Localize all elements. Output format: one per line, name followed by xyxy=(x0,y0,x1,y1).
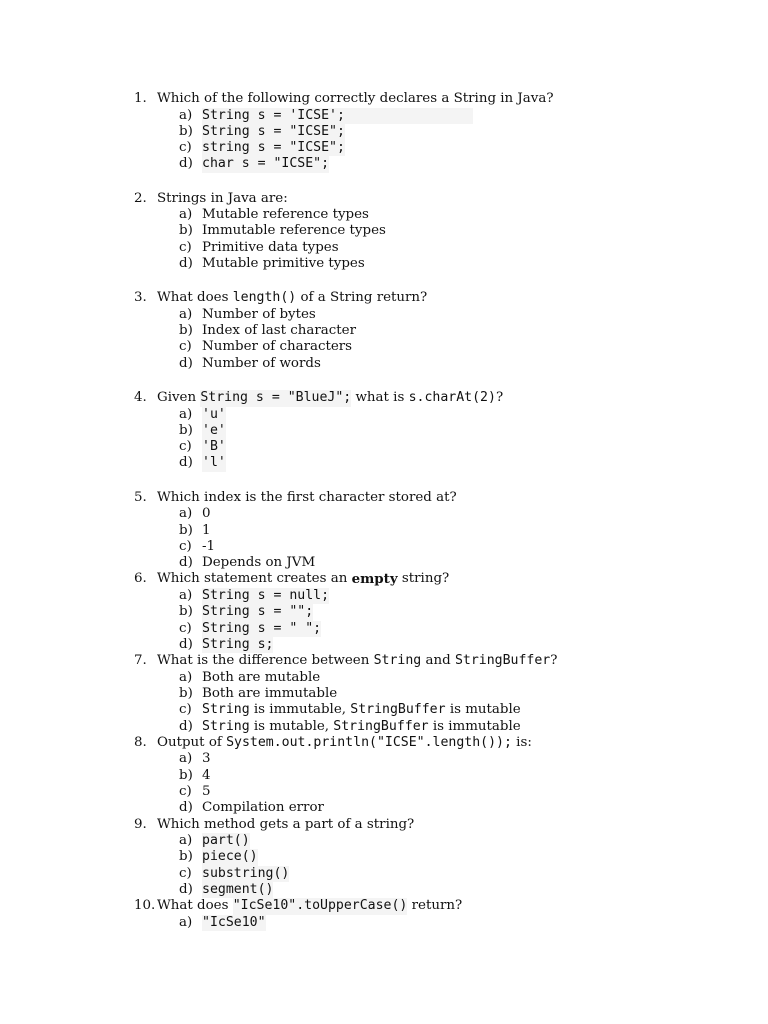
option-list xyxy=(179,670,734,735)
question-list xyxy=(134,91,734,931)
question-text: Strings in Java are: xyxy=(157,190,288,206)
option-list xyxy=(179,108,734,173)
option-a xyxy=(179,407,734,423)
option-text: 0 xyxy=(202,506,211,522)
question-text: What is the difference between xyxy=(157,653,374,669)
question-code: String xyxy=(373,653,422,669)
question-2 xyxy=(134,191,734,273)
question-text: What does xyxy=(157,898,233,914)
question-text: and xyxy=(421,653,455,669)
option-letter: c) xyxy=(179,620,192,636)
option-list xyxy=(179,751,734,816)
option-letter: d) xyxy=(179,555,193,571)
question-10-prompt xyxy=(134,898,734,915)
option-b xyxy=(179,523,734,539)
option-letter: a) xyxy=(179,833,193,848)
option-letter: a) xyxy=(179,207,193,223)
option-letter: b) xyxy=(179,323,193,339)
question-text: Which method gets a part of a string? xyxy=(157,816,415,832)
option-b xyxy=(179,423,734,439)
option-code: String s = null; xyxy=(202,587,330,603)
option-letter: a) xyxy=(179,107,193,123)
question-4-prompt xyxy=(134,390,734,407)
option-letter: d) xyxy=(179,256,193,272)
option-text: Number of characters xyxy=(202,339,353,355)
option-letter: a) xyxy=(179,506,193,522)
option-code: StringBuffer xyxy=(350,702,446,718)
option-letter: d) xyxy=(179,355,193,371)
option-code: 'l' xyxy=(202,455,226,471)
option-letter: b) xyxy=(179,123,193,139)
option-c xyxy=(179,439,734,455)
option-letter: b) xyxy=(179,422,193,438)
option-text: is immutable, xyxy=(249,702,351,718)
question-text: Which index is the first character stored at? xyxy=(157,489,457,505)
option-d xyxy=(179,800,734,816)
question-2-prompt xyxy=(134,191,734,208)
question-3 xyxy=(134,290,734,372)
question-number: 6. xyxy=(134,571,147,587)
option-letter: c) xyxy=(179,783,192,799)
question-text: return? xyxy=(407,898,463,914)
option-text: 5 xyxy=(202,783,211,799)
question-1-prompt xyxy=(134,91,734,108)
question-number: 2. xyxy=(134,190,147,206)
option-c xyxy=(179,621,734,637)
option-code: 'u' xyxy=(202,406,226,422)
option-letter: c) xyxy=(179,339,192,355)
option-text: is mutable, xyxy=(249,718,334,734)
option-text: 1 xyxy=(202,522,211,538)
option-letter: c) xyxy=(179,439,192,455)
option-a xyxy=(179,307,734,323)
option-text: Number of bytes xyxy=(202,306,316,322)
option-letter: d) xyxy=(179,800,193,816)
question-code: String s = "BlueJ"; xyxy=(200,390,352,406)
option-letter: d) xyxy=(179,636,193,652)
option-text: Immutable reference types xyxy=(202,223,386,239)
question-number: 5. xyxy=(134,489,147,505)
option-letter: d) xyxy=(179,881,193,897)
question-text: What does xyxy=(157,290,233,306)
option-c xyxy=(179,339,734,355)
option-c xyxy=(179,539,734,555)
option-list xyxy=(179,506,734,571)
option-letter: b) xyxy=(179,849,193,865)
option-text: is immutable xyxy=(428,718,521,734)
option-letter: c) xyxy=(179,538,192,554)
option-list xyxy=(179,307,734,372)
question-5-prompt xyxy=(134,490,734,507)
question-7 xyxy=(134,653,734,735)
option-letter: d) xyxy=(179,156,193,172)
question-text: ? xyxy=(550,653,558,669)
option-b xyxy=(179,323,734,339)
option-c xyxy=(179,140,734,156)
question-number: 10. xyxy=(134,898,156,914)
option-letter: c) xyxy=(179,702,192,718)
option-d xyxy=(179,637,734,653)
option-letter: c) xyxy=(179,865,192,881)
question-6-prompt xyxy=(134,571,734,588)
option-letter: a) xyxy=(179,406,193,422)
option-code: StringBuffer xyxy=(333,718,429,734)
option-text: Compilation error xyxy=(202,800,324,816)
option-c xyxy=(179,784,734,800)
option-letter: a) xyxy=(179,587,193,603)
question-number: 3. xyxy=(134,290,147,306)
option-text: 4 xyxy=(202,767,211,783)
option-d xyxy=(179,455,734,471)
question-text: Which statement creates an xyxy=(157,571,352,587)
question-text: what is xyxy=(351,390,409,406)
option-d xyxy=(179,356,734,372)
option-letter: b) xyxy=(179,767,193,783)
question-9 xyxy=(134,817,734,899)
question-emphasis: empty xyxy=(351,571,398,588)
option-code: substring() xyxy=(202,865,290,881)
option-text: 3 xyxy=(202,751,211,767)
option-letter: d) xyxy=(179,718,193,734)
option-text: Depends on JVM xyxy=(202,555,316,571)
option-a xyxy=(179,207,734,223)
question-3-prompt xyxy=(134,290,734,307)
question-9-prompt xyxy=(134,817,734,834)
option-text: Index of last character xyxy=(202,323,356,339)
question-8 xyxy=(134,735,734,817)
option-a xyxy=(179,108,734,124)
question-10 xyxy=(134,898,734,931)
option-text: Both are immutable xyxy=(202,685,338,701)
question-number: 8. xyxy=(134,734,147,750)
option-text: Mutable primitive types xyxy=(202,256,365,272)
option-a xyxy=(179,915,734,931)
option-code: piece() xyxy=(202,849,258,865)
option-list xyxy=(179,915,734,931)
question-number: 7. xyxy=(134,653,147,669)
option-list xyxy=(179,588,734,653)
option-b xyxy=(179,849,734,865)
option-a xyxy=(179,751,734,767)
option-a xyxy=(179,670,734,686)
question-text: ? xyxy=(495,390,504,406)
question-text: Which of the following correctly declares a String in Java? xyxy=(157,91,554,106)
option-letter: c) xyxy=(179,140,192,156)
option-a xyxy=(179,588,734,604)
option-letter: d) xyxy=(179,455,193,471)
option-c xyxy=(179,702,734,718)
option-text: -1 xyxy=(202,538,216,554)
question-code: s.charAt(2) xyxy=(408,390,496,406)
option-c xyxy=(179,866,734,882)
option-list xyxy=(179,207,734,272)
option-letter: b) xyxy=(179,604,193,620)
option-list xyxy=(179,833,734,898)
option-letter: a) xyxy=(179,751,193,767)
option-code: part() xyxy=(202,833,250,848)
option-b xyxy=(179,686,734,702)
option-letter: c) xyxy=(179,239,192,255)
option-code: String s = "ICSE"; xyxy=(202,123,345,139)
question-text: Given xyxy=(157,390,201,406)
question-code: StringBuffer xyxy=(454,653,551,669)
option-a xyxy=(179,833,734,849)
option-code: char s = "ICSE"; xyxy=(202,156,330,172)
option-letter: b) xyxy=(179,223,193,239)
option-d xyxy=(179,719,734,735)
option-letter: a) xyxy=(179,306,193,322)
question-text: string? xyxy=(397,571,450,587)
option-code: 'B' xyxy=(202,439,226,455)
option-text: Number of words xyxy=(202,355,321,371)
option-letter: a) xyxy=(179,914,193,930)
option-d xyxy=(179,555,734,571)
question-4 xyxy=(134,390,734,472)
option-code: String xyxy=(202,718,250,734)
option-code: String s = ""; xyxy=(202,604,314,620)
question-5 xyxy=(134,490,734,572)
option-b xyxy=(179,604,734,620)
question-code: System.out.println("ICSE".length()); xyxy=(226,734,512,750)
question-number: 4. xyxy=(134,390,147,406)
option-b xyxy=(179,124,734,140)
question-text: Output of xyxy=(157,734,227,750)
option-text: is mutable xyxy=(445,702,521,718)
question-text: of a String return? xyxy=(296,290,428,306)
option-text: Mutable reference types xyxy=(202,207,369,223)
question-code: length() xyxy=(232,290,297,306)
option-code: String xyxy=(202,702,250,718)
option-b xyxy=(179,223,734,239)
question-6 xyxy=(134,571,734,653)
option-d xyxy=(179,882,734,898)
option-d xyxy=(179,156,734,172)
option-letter: a) xyxy=(179,669,193,685)
question-7-prompt xyxy=(134,653,734,670)
option-list xyxy=(179,407,734,472)
option-code: String s; xyxy=(202,636,274,652)
option-code: String s = 'ICSE'; xyxy=(202,108,473,124)
question-text: is: xyxy=(511,734,532,750)
question-1 xyxy=(134,91,734,173)
option-a xyxy=(179,506,734,522)
option-letter: b) xyxy=(179,685,193,701)
option-c xyxy=(179,240,734,256)
option-code: "IcSe10" xyxy=(202,914,266,930)
option-code: string s = "ICSE"; xyxy=(202,140,345,156)
option-code: String s = " "; xyxy=(202,620,322,636)
option-b xyxy=(179,768,734,784)
option-code: 'e' xyxy=(202,422,226,438)
option-code: segment() xyxy=(202,881,274,897)
question-number: 1. xyxy=(134,91,147,106)
option-text: Both are mutable xyxy=(202,669,321,685)
option-d xyxy=(179,256,734,272)
option-letter: b) xyxy=(179,522,193,538)
option-text: Primitive data types xyxy=(202,239,339,255)
question-number: 9. xyxy=(134,816,147,832)
question-code: "IcSe10".toUpperCase() xyxy=(232,898,408,914)
question-8-prompt xyxy=(134,735,734,752)
